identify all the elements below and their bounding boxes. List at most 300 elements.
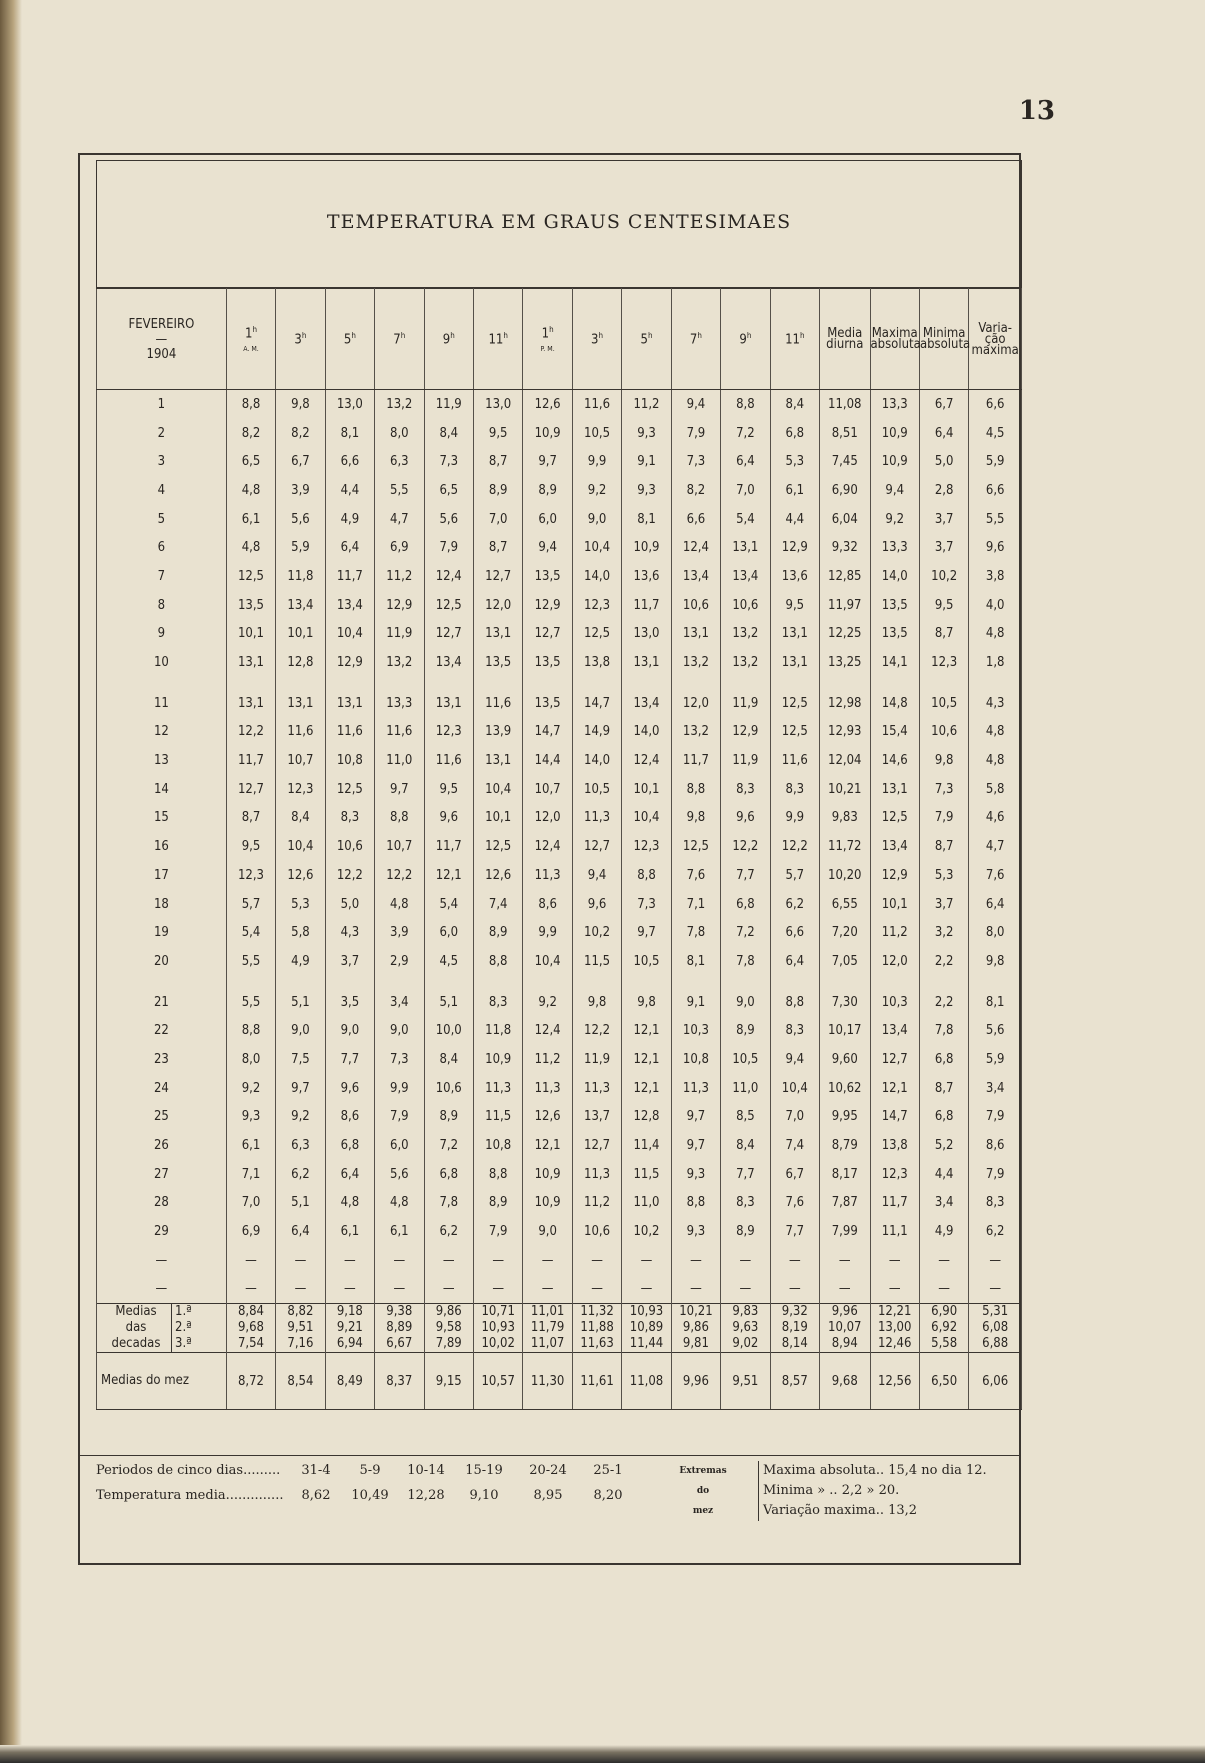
maxima-header: Maxima absoluta xyxy=(870,289,919,390)
value-cell: 6,7 xyxy=(919,390,968,419)
value-cell: 5,8 xyxy=(276,918,325,947)
value-cell: — xyxy=(622,1246,671,1275)
decade-mean-value: 6,90 xyxy=(931,1304,958,1320)
hour-header: 3$^h$ xyxy=(572,289,621,390)
value-cell: 12,98 xyxy=(820,689,870,718)
gap-cell xyxy=(473,677,522,689)
decade-mean-cell xyxy=(572,1304,621,1353)
value-cell: 13,5 xyxy=(523,648,572,677)
value-cell: — xyxy=(870,1246,919,1275)
footer-summary xyxy=(78,1455,1021,1563)
value-cell: 4,8 xyxy=(375,890,424,919)
decade-mean-cell xyxy=(473,1304,522,1353)
value-cell: 9,6 xyxy=(424,804,473,833)
value-cell: 12,9 xyxy=(523,591,572,620)
value-cell: 3,7 xyxy=(325,947,374,976)
value-cell: 9,8 xyxy=(969,947,1022,976)
value-cell: 12,3 xyxy=(572,591,621,620)
decade-mean-value: 7,16 xyxy=(287,1336,314,1352)
value-cell: 12,2 xyxy=(721,832,770,861)
value-cell: 7,2 xyxy=(424,1131,473,1160)
value-cell: 5,1 xyxy=(276,1189,325,1218)
value-cell: 4,8 xyxy=(325,1189,374,1218)
value-cell: 10,17 xyxy=(820,1016,870,1045)
value-cell: 12,6 xyxy=(473,861,522,890)
decade-mean-value: 6,88 xyxy=(982,1336,1009,1352)
value-cell: 10,9 xyxy=(473,1045,522,1074)
value-cell: 13,1 xyxy=(473,620,522,649)
value-cell: — xyxy=(671,1275,720,1304)
month-mean-cell: 6,50 xyxy=(919,1353,968,1410)
value-cell: 13,5 xyxy=(473,648,522,677)
value-cell: 9,0 xyxy=(721,988,770,1017)
value-cell: 7,0 xyxy=(721,476,770,505)
value-cell: 12,5 xyxy=(870,804,919,833)
value-cell: 12,04 xyxy=(820,746,870,775)
value-cell: 10,5 xyxy=(721,1045,770,1074)
value-cell: 9,2 xyxy=(226,1074,275,1103)
decade-mean-cell xyxy=(919,1304,968,1353)
decade-mean-cell xyxy=(622,1304,671,1353)
value-cell: 13,1 xyxy=(622,648,671,677)
value-cell: 4,5 xyxy=(424,947,473,976)
value-cell: 11,7 xyxy=(870,1189,919,1218)
gap-cell xyxy=(919,677,968,689)
value-cell: 10,4 xyxy=(572,533,621,562)
day-cell: 16 xyxy=(97,832,227,861)
value-cell: 4,8 xyxy=(969,746,1022,775)
value-cell: 5,5 xyxy=(226,988,275,1017)
value-cell: 10,4 xyxy=(622,804,671,833)
value-cell: 13,6 xyxy=(770,562,819,591)
value-cell: 12,3 xyxy=(226,861,275,890)
value-cell: — xyxy=(770,1246,819,1275)
decade-mean-value: 10,02 xyxy=(481,1336,515,1352)
page-binding-edge xyxy=(0,0,22,1763)
value-cell: 6,5 xyxy=(424,476,473,505)
value-cell: 3,4 xyxy=(919,1189,968,1218)
value-cell: 4,8 xyxy=(375,1189,424,1218)
value-cell: 10,5 xyxy=(919,689,968,718)
value-cell: 7,3 xyxy=(375,1045,424,1074)
decade-label xyxy=(97,1304,227,1353)
value-cell: 5,6 xyxy=(375,1160,424,1189)
decade-mean-value: 11,07 xyxy=(530,1336,565,1352)
decade-mean-value: 11,88 xyxy=(580,1320,614,1336)
value-cell: 10,5 xyxy=(572,775,621,804)
value-cell: 11,1 xyxy=(870,1217,919,1246)
value-cell: 7,87 xyxy=(820,1189,870,1218)
table-row xyxy=(97,804,1022,833)
value-cell: 9,7 xyxy=(276,1074,325,1103)
value-cell: 12,9 xyxy=(325,648,374,677)
decade-gap xyxy=(97,677,1022,689)
value-cell: 3,8 xyxy=(969,562,1022,591)
table-row xyxy=(97,591,1022,620)
hour-header: 7$^h$ xyxy=(375,289,424,390)
day-cell: — xyxy=(97,1275,227,1304)
value-cell: — xyxy=(473,1275,522,1304)
value-cell: 14,1 xyxy=(870,648,919,677)
decade-mean-cell xyxy=(325,1304,374,1353)
value-cell: 7,0 xyxy=(226,1189,275,1218)
day-cell: 13 xyxy=(97,746,227,775)
value-cell: 8,6 xyxy=(969,1131,1022,1160)
value-cell: 8,8 xyxy=(622,861,671,890)
day-cell: 23 xyxy=(97,1045,227,1074)
hour-header: 1$^h$ P. M. xyxy=(523,289,572,390)
table-row xyxy=(97,1045,1022,1074)
value-cell: — xyxy=(870,1275,919,1304)
value-cell: 12,9 xyxy=(375,591,424,620)
value-cell: 10,1 xyxy=(276,620,325,649)
value-cell: 12,25 xyxy=(820,620,870,649)
extreme-minima: Minima » .. 2,2 » 20. xyxy=(763,1483,900,1498)
value-cell: 11,9 xyxy=(721,746,770,775)
gap-cell xyxy=(721,976,770,988)
decade-label-line: Medias xyxy=(115,1304,157,1320)
value-cell: 13,1 xyxy=(671,620,720,649)
page-bottom-edge xyxy=(0,1745,1205,1763)
value-cell: 8,0 xyxy=(375,419,424,448)
value-cell: 11,7 xyxy=(226,746,275,775)
day-cell: 17 xyxy=(97,861,227,890)
value-cell: 8,3 xyxy=(969,1189,1022,1218)
value-cell: 4,8 xyxy=(226,533,275,562)
value-cell: 9,5 xyxy=(919,591,968,620)
decade-mean-value: 9,86 xyxy=(435,1304,462,1320)
value-cell: 9,7 xyxy=(671,1131,720,1160)
day-cell: 22 xyxy=(97,1016,227,1045)
value-cell: 12,4 xyxy=(671,533,720,562)
value-cell: 11,6 xyxy=(473,689,522,718)
gap-cell xyxy=(969,976,1022,988)
value-cell: 7,2 xyxy=(721,918,770,947)
table-row xyxy=(97,419,1022,448)
value-cell: 6,6 xyxy=(969,476,1022,505)
table-row xyxy=(97,1189,1022,1218)
decade-mean-cell xyxy=(375,1304,424,1353)
day-cell: 15 xyxy=(97,804,227,833)
value-cell: 6,1 xyxy=(770,476,819,505)
value-cell: 11,08 xyxy=(820,390,870,419)
value-cell: 9,6 xyxy=(325,1074,374,1103)
decade-label-line: das xyxy=(125,1320,147,1336)
decade-mean-value: 12,21 xyxy=(877,1304,912,1320)
value-cell: — xyxy=(572,1246,621,1275)
value-cell: 12,0 xyxy=(523,804,572,833)
value-cell: 12,0 xyxy=(671,689,720,718)
value-cell: 12,5 xyxy=(770,689,819,718)
decade-mean-cell xyxy=(969,1304,1022,1353)
value-cell: 8,4 xyxy=(721,1131,770,1160)
temp-value: 8,95 xyxy=(533,1488,563,1503)
value-cell: 3,2 xyxy=(919,918,968,947)
value-cell: 8,7 xyxy=(226,804,275,833)
value-cell: 11,2 xyxy=(523,1045,572,1074)
decade-mean-cell xyxy=(276,1304,325,1353)
value-cell: 9,0 xyxy=(276,1016,325,1045)
value-cell: 9,0 xyxy=(572,505,621,534)
value-cell: 10,2 xyxy=(572,918,621,947)
decade-mean-value: 6,08 xyxy=(982,1320,1009,1336)
value-cell: 6,3 xyxy=(375,447,424,476)
extremes-label-line: do xyxy=(696,1486,710,1496)
value-cell: 8,2 xyxy=(671,476,720,505)
decade-mean-value: 9,51 xyxy=(287,1320,314,1336)
value-cell: 8,3 xyxy=(721,1189,770,1218)
gap-cell xyxy=(375,677,424,689)
hour-header: 11$^h$ xyxy=(770,289,819,390)
value-cell: 7,8 xyxy=(721,947,770,976)
value-cell: 8,1 xyxy=(325,419,374,448)
value-cell: 6,9 xyxy=(375,533,424,562)
value-cell: 6,7 xyxy=(770,1160,819,1189)
title-box xyxy=(96,160,1022,288)
value-cell: 12,4 xyxy=(523,1016,572,1045)
decade-mean-value: 13,00 xyxy=(877,1320,912,1336)
value-cell: 9,8 xyxy=(622,988,671,1017)
decade-ordinal: 2.ª xyxy=(175,1320,192,1336)
value-cell: 8,3 xyxy=(721,775,770,804)
day-cell: 10 xyxy=(97,648,227,677)
value-cell: 13,2 xyxy=(671,648,720,677)
gap-cell xyxy=(820,677,870,689)
value-cell: 7,4 xyxy=(770,1131,819,1160)
value-cell: 8,2 xyxy=(226,419,275,448)
value-cell: 13,6 xyxy=(622,562,671,591)
decade-mean-cell xyxy=(870,1304,919,1353)
value-cell: 12,6 xyxy=(523,390,572,419)
decade-mean-value: 11,44 xyxy=(629,1336,664,1352)
value-cell: 8,1 xyxy=(622,505,671,534)
value-cell: 10,4 xyxy=(325,620,374,649)
value-cell: 8,4 xyxy=(276,804,325,833)
decade-mean-value: 6,67 xyxy=(386,1336,413,1352)
gap-cell xyxy=(276,677,325,689)
value-cell: 10,8 xyxy=(671,1045,720,1074)
pm-label: P. M. xyxy=(540,345,555,354)
value-cell: 5,5 xyxy=(226,947,275,976)
table-row xyxy=(97,1246,1022,1275)
value-cell: 11,7 xyxy=(622,591,671,620)
value-cell: 11,8 xyxy=(276,562,325,591)
table-row xyxy=(97,1217,1022,1246)
value-cell: 7,1 xyxy=(226,1160,275,1189)
value-cell: 11,6 xyxy=(572,390,621,419)
value-cell: 3,5 xyxy=(325,988,374,1017)
decade-mean-value: 10,93 xyxy=(481,1320,515,1336)
value-cell: 9,8 xyxy=(572,988,621,1017)
decades-block xyxy=(97,1304,1022,1353)
value-cell: 8,4 xyxy=(424,1045,473,1074)
value-cell: 7,8 xyxy=(919,1016,968,1045)
value-cell: 13,3 xyxy=(870,390,919,419)
value-cell: 13,25 xyxy=(820,648,870,677)
day-cell: 20 xyxy=(97,947,227,976)
decade-mean-value: 9,38 xyxy=(386,1304,413,1320)
gap-cell xyxy=(226,677,275,689)
value-cell: 7,1 xyxy=(671,890,720,919)
value-cell: 13,8 xyxy=(572,648,621,677)
temp-media-label: Temperatura media.............. xyxy=(96,1488,284,1503)
media-header: Media diurna xyxy=(820,289,870,390)
value-cell: 7,99 xyxy=(820,1217,870,1246)
value-cell: 9,3 xyxy=(226,1103,275,1132)
value-cell: 7,9 xyxy=(969,1160,1022,1189)
value-cell: 8,9 xyxy=(473,918,522,947)
value-cell: 9,9 xyxy=(572,447,621,476)
value-cell: 3,7 xyxy=(919,890,968,919)
value-cell: 2,8 xyxy=(919,476,968,505)
value-cell: 3,7 xyxy=(919,505,968,534)
value-cell: 6,1 xyxy=(325,1217,374,1246)
value-cell: 13,8 xyxy=(870,1131,919,1160)
value-cell: 13,5 xyxy=(870,591,919,620)
decade-mean-cell xyxy=(820,1304,870,1353)
value-cell: 7,7 xyxy=(770,1217,819,1246)
value-cell: 7,9 xyxy=(424,533,473,562)
value-cell: — xyxy=(969,1246,1022,1275)
month-mean-cell: 11,61 xyxy=(572,1353,621,1410)
value-cell: 11,3 xyxy=(523,1074,572,1103)
value-cell: 6,3 xyxy=(276,1131,325,1160)
value-cell: 6,0 xyxy=(424,918,473,947)
value-cell: 9,4 xyxy=(523,533,572,562)
value-cell: 10,3 xyxy=(870,988,919,1017)
gap-cell xyxy=(97,976,227,988)
value-cell: 8,1 xyxy=(969,988,1022,1017)
gap-cell xyxy=(572,677,621,689)
value-cell: 6,4 xyxy=(969,890,1022,919)
value-cell: 10,3 xyxy=(671,1016,720,1045)
header-month xyxy=(97,289,227,390)
day-cell: 1 xyxy=(97,390,227,419)
value-cell: 3,4 xyxy=(375,988,424,1017)
decade-mean-value: 10,71 xyxy=(481,1304,515,1320)
value-cell: 6,2 xyxy=(276,1160,325,1189)
value-cell: 11,9 xyxy=(721,689,770,718)
month-mean-cell: 11,08 xyxy=(622,1353,671,1410)
value-cell: 9,60 xyxy=(820,1045,870,1074)
value-cell: 5,4 xyxy=(424,890,473,919)
day-cell: 18 xyxy=(97,890,227,919)
table-row xyxy=(97,689,1022,718)
day-cell: 19 xyxy=(97,918,227,947)
value-cell: 10,62 xyxy=(820,1074,870,1103)
value-cell: 10,9 xyxy=(870,419,919,448)
value-cell: 4,6 xyxy=(969,804,1022,833)
year-label: 1904 xyxy=(146,346,177,362)
table-row xyxy=(97,476,1022,505)
value-cell: — xyxy=(969,1275,1022,1304)
value-cell: 11,4 xyxy=(622,1131,671,1160)
day-cell: 25 xyxy=(97,1103,227,1132)
table-row xyxy=(97,447,1022,476)
value-cell: 6,90 xyxy=(820,476,870,505)
month-mean-cell: 8,37 xyxy=(375,1353,424,1410)
value-cell: 8,7 xyxy=(473,533,522,562)
value-cell: 12,3 xyxy=(276,775,325,804)
value-cell: 8,8 xyxy=(226,390,275,419)
value-cell: 8,79 xyxy=(820,1131,870,1160)
value-cell: 10,6 xyxy=(325,832,374,861)
value-cell: 13,5 xyxy=(226,591,275,620)
day-cell: 29 xyxy=(97,1217,227,1246)
value-cell: 10,7 xyxy=(276,746,325,775)
value-cell: 11,5 xyxy=(622,1160,671,1189)
value-cell: 6,1 xyxy=(226,1131,275,1160)
value-cell: 9,0 xyxy=(325,1016,374,1045)
value-cell: 12,0 xyxy=(870,947,919,976)
value-cell: 8,3 xyxy=(473,988,522,1017)
day-cell: 12 xyxy=(97,718,227,747)
value-cell: 6,8 xyxy=(919,1045,968,1074)
value-cell: 12,2 xyxy=(770,832,819,861)
month-mean-cell: 8,49 xyxy=(325,1353,374,1410)
value-cell: 8,1 xyxy=(671,947,720,976)
table-row xyxy=(97,1103,1022,1132)
table-body xyxy=(97,390,1022,1304)
value-cell: 10,2 xyxy=(622,1217,671,1246)
value-cell: 13,0 xyxy=(473,390,522,419)
value-cell: 7,7 xyxy=(325,1045,374,1074)
value-cell: 12,5 xyxy=(572,620,621,649)
value-cell: 10,8 xyxy=(473,1131,522,1160)
value-cell: 2,2 xyxy=(919,988,968,1017)
value-cell: 9,1 xyxy=(622,447,671,476)
page-number: 13 xyxy=(1018,96,1055,126)
decade-mean-value: 8,89 xyxy=(386,1320,413,1336)
value-cell: 12,1 xyxy=(622,1045,671,1074)
value-cell: 1,8 xyxy=(969,648,1022,677)
value-cell: 12,5 xyxy=(671,832,720,861)
temp-value: 8,62 xyxy=(301,1488,331,1503)
value-cell: 10,6 xyxy=(919,718,968,747)
value-cell: 12,2 xyxy=(226,718,275,747)
value-cell: 14,0 xyxy=(572,746,621,775)
month-mean-cell: 9,15 xyxy=(424,1353,473,1410)
decade-mean-value: 10,07 xyxy=(828,1320,862,1336)
value-cell: 11,9 xyxy=(572,1045,621,1074)
value-cell: 13,1 xyxy=(473,746,522,775)
hour-header: 5$^h$ xyxy=(622,289,671,390)
value-cell: 13,4 xyxy=(721,562,770,591)
value-cell: 4,7 xyxy=(375,505,424,534)
value-cell: 10,9 xyxy=(622,533,671,562)
gap-cell xyxy=(770,976,819,988)
gap-cell xyxy=(276,976,325,988)
decade-mean-cell xyxy=(424,1304,473,1353)
value-cell: — xyxy=(820,1275,870,1304)
value-cell: 7,05 xyxy=(820,947,870,976)
minima-header: Minima absoluta xyxy=(919,289,968,390)
decade-mean-cell xyxy=(671,1304,720,1353)
value-cell: 9,2 xyxy=(870,505,919,534)
table-row xyxy=(97,947,1022,976)
temp-value: 8,20 xyxy=(593,1488,623,1503)
value-cell: 12,7 xyxy=(226,775,275,804)
temperature-table xyxy=(96,288,1022,1410)
value-cell: 12,2 xyxy=(325,861,374,890)
value-cell: 5,9 xyxy=(276,533,325,562)
value-cell: 10,4 xyxy=(473,775,522,804)
value-cell: 11,2 xyxy=(870,918,919,947)
value-cell: 12,7 xyxy=(870,1045,919,1074)
value-cell: 8,7 xyxy=(919,1074,968,1103)
value-cell: 7,9 xyxy=(375,1103,424,1132)
value-cell: 9,6 xyxy=(969,533,1022,562)
